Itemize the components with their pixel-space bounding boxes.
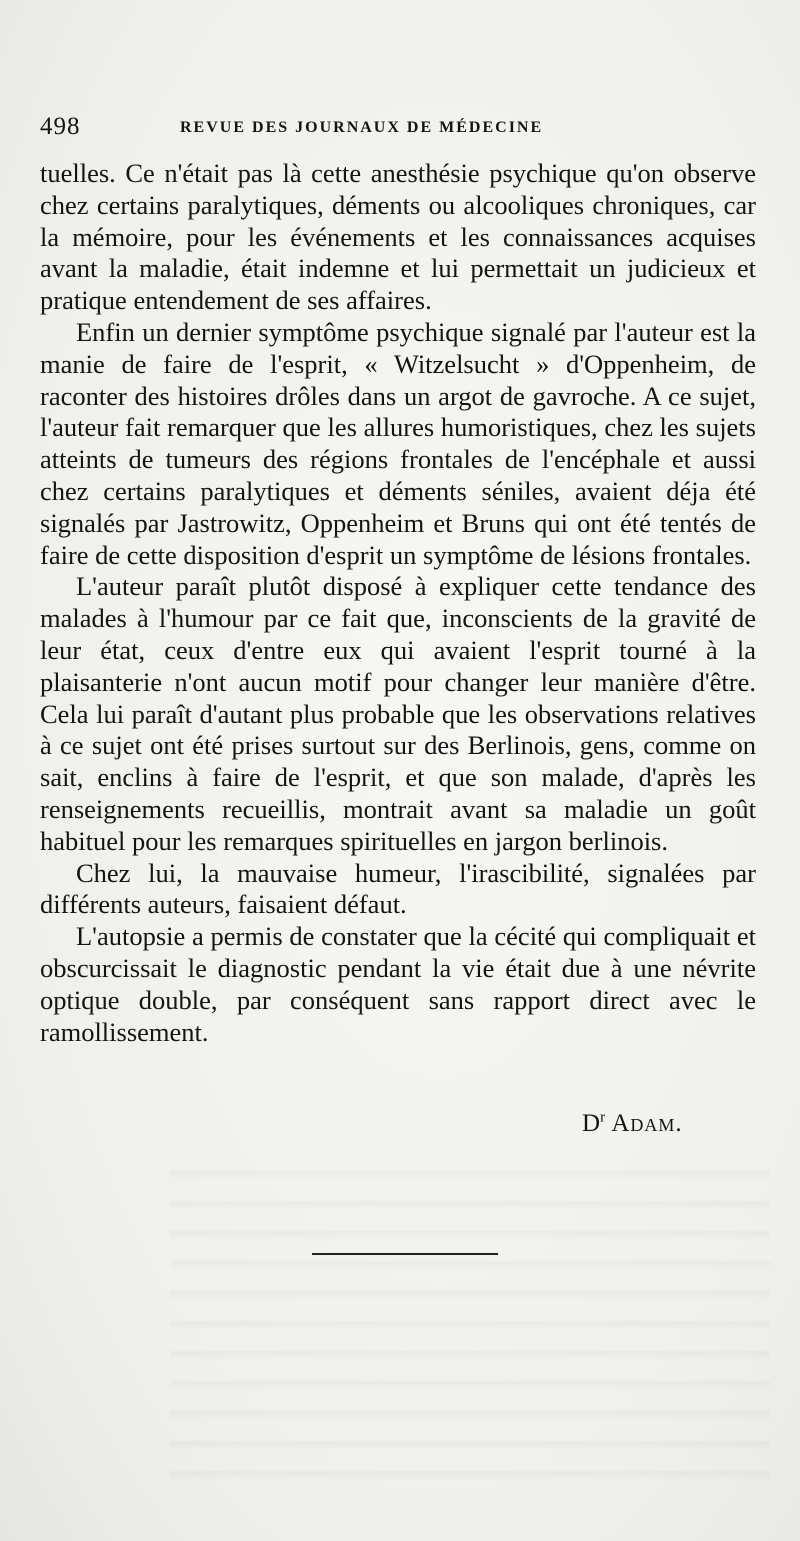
paragraph-humour-explanation: L'auteur paraît plutôt disposé à expliquer cette tendance des malades à l'humour par ce fait que, inconscients de la gravité de leur état, ceux d'entre eux qui avaient l'esprit tourné à la plaisanterie n'ont aucun motif pour changer leur manière d'être. Cela lui paraît d'autant plus probable que les observations relatives à ce sujet ont été prises surtout sur des Berlinois, gens, comme on sait, enclins à faire de l'esprit, et que son malade, d'après les renseignements recueillis, montrait avant sa maladie un goût habituel pour les remarques spirituelles en jargon berlinois. — [40, 571, 756, 856]
paragraph-continued: tuelles. Ce n'était pas là cette anesthésie psychique qu'on observe chez certains paralytiques, déments ou alcooliques chroniques, car la mémoire, pour les événements et les connaissances acquises avant la maladie, était indemne et lui permettait un judicieux et pratique entendement de ses affaires. — [40, 158, 756, 316]
section-divider-rule — [312, 1253, 498, 1255]
running-title: REVUE DES JOURNAUX DE MÉDECINE — [180, 119, 544, 136]
page-number: 498 — [40, 113, 81, 140]
article-body — [40, 158, 756, 1048]
signature-superscript: r — [600, 1109, 606, 1126]
signature-name: Adam. — [611, 1110, 683, 1137]
signature-prefix: D — [582, 1110, 601, 1137]
paragraph-witzelsucht: Enfin un dernier symptôme psychique signalé par l'auteur est la manie de faire de l'esprit, « Witzelsucht » d'Oppenheim, de raconter des histoires drôles dans un argot de gavroche. A ce sujet, l'auteur fait remarquer que les allures humoristiques, chez les sujets atteints de tumeurs des régions frontales de l'encéphale et aussi chez certains paralytiques et déments séniles, avaient déja été signalés par Jastrowitz, Oppenheim et Bruns qui ont été tentés de faire de cette disposition d'esprit un symptôme de lésions frontales. — [40, 316, 756, 570]
paragraph-autopsy: L'autopsie a permis de constater que la cécité qui compliquait et obscurcissait le diagnostic pendant la vie était due à une névrite optique double, par conséquent sans rapport direct avec le ramollissement. — [40, 921, 756, 1047]
show-through-texture — [170, 1150, 770, 1480]
author-signature — [582, 1110, 683, 1138]
paragraph-bad-mood: Chez lui, la mauvaise humeur, l'irascibilité, signalées par différents auteurs, faisaient défaut. — [40, 857, 756, 920]
page-header — [40, 113, 760, 143]
